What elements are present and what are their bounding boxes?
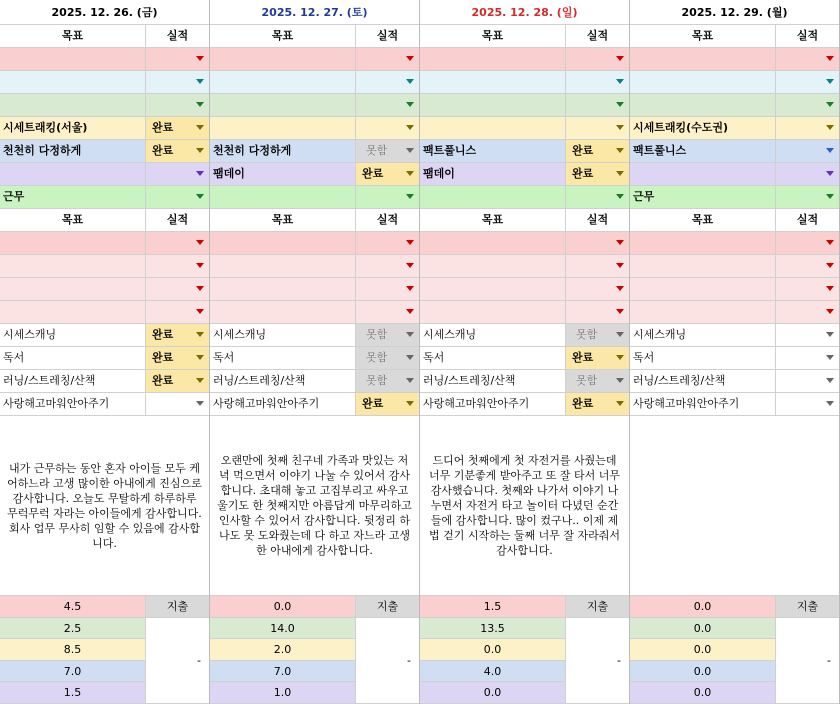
goal-cell[interactable]: 근무 [630, 186, 776, 209]
result-value: 완료 [152, 144, 174, 157]
chevron-down-icon[interactable] [196, 401, 204, 406]
result-dropdown[interactable] [566, 301, 630, 324]
goal-header: 목표 [420, 209, 566, 232]
chevron-down-icon[interactable] [826, 194, 834, 199]
result-dropdown[interactable] [146, 186, 210, 209]
result-header: 실적 [776, 209, 840, 232]
gratitude-note[interactable]: 드디어 첫째에게 첫 자전거를 사줬는데 너무 기분좋게 받아주고 또 잘 타서 너무 감사했습니다. 첫째와 나가서 이야기 나누면서 자전거 타고 놀이터 다녔던 순간들에 감사합니다. 많이 컸구나.. 이제 제법 걷기 시작하는 둘째 너무 잘 자라줘서 감사합니다. [420, 416, 630, 596]
chevron-down-icon[interactable] [616, 263, 624, 268]
chevron-down-icon[interactable] [616, 240, 624, 245]
chevron-down-icon[interactable] [616, 56, 624, 61]
result-dropdown[interactable] [146, 347, 210, 370]
summary-value: 7.0 [210, 661, 356, 683]
chevron-down-icon[interactable] [406, 102, 414, 107]
goal-cell[interactable]: 사랑해고마워안아주기 [420, 393, 566, 416]
goal-cell[interactable] [630, 94, 776, 117]
result-dropdown[interactable] [776, 301, 840, 324]
goal-cell[interactable]: 시세스캐닝 [210, 324, 356, 347]
goal-cell[interactable] [630, 232, 776, 255]
summary-value: 0.0 [630, 596, 776, 618]
result-dropdown[interactable] [356, 186, 420, 209]
result-dropdown[interactable] [776, 94, 840, 117]
summary-value: 0.0 [630, 618, 776, 640]
goal-cell[interactable] [630, 278, 776, 301]
chevron-down-icon[interactable] [826, 171, 834, 176]
result-value: 완료 [152, 121, 174, 134]
result-dropdown[interactable] [146, 163, 210, 186]
goal-cell[interactable] [420, 301, 566, 324]
result-dropdown[interactable] [356, 278, 420, 301]
summary-value: 13.5 [420, 618, 566, 640]
result-header: 실적 [356, 25, 420, 48]
result-value: 완료 [572, 144, 594, 157]
goal-cell[interactable]: 팩트풀니스 [420, 140, 566, 163]
goal-cell[interactable] [630, 301, 776, 324]
gratitude-note[interactable]: 오랜만에 첫째 친구네 가족과 맛있는 저녁 먹으면서 이야기 나눌 수 있어서 감사합니다. 초대해 놓고 고집부리고 싸우고 울기도 한 첫째지만 아름답게 마무리하고 인사할 수 있어서 감사합니다. 뒷정리 하나도 못 도와줬는데 다 하고 자느라 고생한 아내에게 감사합니다. [210, 416, 420, 596]
chevron-down-icon[interactable] [616, 355, 624, 360]
result-dropdown[interactable] [776, 370, 840, 393]
goal-header: 목표 [630, 209, 776, 232]
chevron-down-icon[interactable] [196, 102, 204, 107]
goal-cell[interactable]: 독서 [630, 347, 776, 370]
goal-cell[interactable] [0, 301, 146, 324]
goal-cell[interactable] [630, 48, 776, 71]
goal-cell[interactable] [210, 278, 356, 301]
result-value: 완료 [572, 351, 594, 364]
goal-cell[interactable]: 시세스캐닝 [630, 324, 776, 347]
chevron-down-icon[interactable] [406, 148, 414, 153]
goal-cell[interactable] [210, 255, 356, 278]
chevron-down-icon[interactable] [196, 332, 204, 337]
summary-value: 0.0 [420, 639, 566, 661]
chevron-down-icon[interactable] [406, 194, 414, 199]
chevron-down-icon[interactable] [196, 125, 204, 130]
summary-value: 0.0 [630, 661, 776, 683]
summary-value: 2.0 [210, 639, 356, 661]
goal-cell[interactable] [0, 71, 146, 94]
chevron-down-icon[interactable] [826, 378, 834, 383]
chevron-down-icon[interactable] [406, 401, 414, 406]
chevron-down-icon[interactable] [406, 263, 414, 268]
date-header: 2025. 12. 28. (일) [420, 0, 630, 25]
chevron-down-icon[interactable] [406, 56, 414, 61]
result-dropdown[interactable] [776, 278, 840, 301]
goal-cell[interactable]: 독서 [0, 347, 146, 370]
summary-value: 1.5 [0, 682, 146, 704]
chevron-down-icon[interactable] [826, 286, 834, 291]
gratitude-note[interactable] [630, 416, 840, 596]
result-dropdown[interactable] [566, 117, 630, 140]
result-header: 실적 [356, 209, 420, 232]
column-divider [209, 0, 210, 704]
chevron-down-icon[interactable] [616, 79, 624, 84]
expense-total: - [776, 618, 840, 704]
gratitude-note[interactable]: 내가 근무하는 동안 혼자 아이들 모두 케어하느라 고생 많이한 아내에게 진심으로 감사합니다. 오늘도 무탈하게 하루하루 무럭무럭 자라는 아이들에게 감사합니다. 회사 업무 무사히 임할 수 있음에 감사합니다. [0, 416, 210, 596]
result-dropdown[interactable] [146, 48, 210, 71]
result-dropdown[interactable] [146, 278, 210, 301]
goal-cell[interactable]: 러닝/스트레칭/산책 [0, 370, 146, 393]
goal-cell[interactable]: 사랑해고마워안아주기 [210, 393, 356, 416]
result-dropdown[interactable] [776, 255, 840, 278]
chevron-down-icon[interactable] [616, 102, 624, 107]
result-dropdown[interactable] [566, 94, 630, 117]
result-dropdown[interactable] [566, 324, 630, 347]
chevron-down-icon[interactable] [196, 240, 204, 245]
result-dropdown[interactable] [566, 278, 630, 301]
summary-value: 7.0 [0, 661, 146, 683]
result-dropdown[interactable] [146, 255, 210, 278]
goal-header: 목표 [630, 25, 776, 48]
expense-total: - [146, 618, 210, 704]
goal-cell[interactable] [630, 71, 776, 94]
result-dropdown[interactable] [146, 393, 210, 416]
chevron-down-icon[interactable] [406, 378, 414, 383]
goal-cell[interactable]: 천천히 다정하게 [0, 140, 146, 163]
goal-cell[interactable] [210, 48, 356, 71]
chevron-down-icon[interactable] [616, 286, 624, 291]
result-dropdown[interactable] [356, 94, 420, 117]
result-dropdown[interactable] [776, 232, 840, 255]
result-header: 실적 [146, 25, 210, 48]
result-value: 못함 [576, 328, 598, 341]
expense-label: 지출 [776, 596, 840, 618]
result-dropdown[interactable] [776, 324, 840, 347]
chevron-down-icon[interactable] [196, 56, 204, 61]
goal-cell[interactable] [0, 232, 146, 255]
chevron-down-icon[interactable] [826, 148, 834, 153]
goal-cell[interactable] [0, 94, 146, 117]
result-dropdown[interactable] [146, 94, 210, 117]
result-value: 완료 [152, 328, 174, 341]
result-dropdown[interactable] [776, 48, 840, 71]
chevron-down-icon[interactable] [196, 286, 204, 291]
result-dropdown[interactable] [566, 393, 630, 416]
chevron-down-icon[interactable] [406, 125, 414, 130]
chevron-down-icon[interactable] [196, 263, 204, 268]
goal-cell[interactable]: 천천히 다정하게 [210, 140, 356, 163]
chevron-down-icon[interactable] [826, 401, 834, 406]
chevron-down-icon[interactable] [196, 378, 204, 383]
result-dropdown[interactable] [356, 48, 420, 71]
result-dropdown[interactable] [776, 163, 840, 186]
chevron-down-icon[interactable] [196, 171, 204, 176]
goal-cell[interactable]: 팸데이 [210, 163, 356, 186]
chevron-down-icon[interactable] [406, 79, 414, 84]
chevron-down-icon[interactable] [616, 148, 624, 153]
goal-cell[interactable] [420, 278, 566, 301]
summary-value: 14.0 [210, 618, 356, 640]
goal-cell[interactable]: 러닝/스트레칭/산책 [630, 370, 776, 393]
result-value: 못함 [366, 144, 388, 157]
result-dropdown[interactable] [566, 232, 630, 255]
result-dropdown[interactable] [776, 186, 840, 209]
result-header: 실적 [566, 25, 630, 48]
goal-cell[interactable] [210, 94, 356, 117]
goal-cell[interactable] [420, 186, 566, 209]
result-dropdown[interactable] [356, 255, 420, 278]
goal-cell[interactable]: 팸데이 [420, 163, 566, 186]
goal-cell[interactable] [210, 232, 356, 255]
goal-header: 목표 [210, 25, 356, 48]
result-value: 완료 [362, 167, 384, 180]
result-dropdown[interactable] [356, 393, 420, 416]
result-value: 완료 [152, 374, 174, 387]
goal-cell[interactable] [0, 255, 146, 278]
result-dropdown[interactable] [776, 140, 840, 163]
chevron-down-icon[interactable] [616, 332, 624, 337]
goal-header: 목표 [0, 209, 146, 232]
result-header: 실적 [566, 209, 630, 232]
chevron-down-icon[interactable] [406, 355, 414, 360]
result-value: 완료 [572, 167, 594, 180]
chevron-down-icon[interactable] [196, 194, 204, 199]
goal-cell[interactable] [210, 117, 356, 140]
chevron-down-icon[interactable] [616, 401, 624, 406]
result-dropdown[interactable] [776, 117, 840, 140]
summary-value: 1.5 [420, 596, 566, 618]
goal-cell[interactable] [630, 163, 776, 186]
goal-cell[interactable] [210, 186, 356, 209]
result-dropdown[interactable] [776, 393, 840, 416]
goal-cell[interactable]: 시세트래킹(서울) [0, 117, 146, 140]
chevron-down-icon[interactable] [826, 263, 834, 268]
goal-cell[interactable] [0, 278, 146, 301]
chevron-down-icon[interactable] [616, 378, 624, 383]
result-dropdown[interactable] [776, 347, 840, 370]
goal-cell[interactable] [420, 48, 566, 71]
chevron-down-icon[interactable] [406, 286, 414, 291]
result-dropdown[interactable] [356, 370, 420, 393]
result-dropdown[interactable] [566, 48, 630, 71]
expense-total: - [356, 618, 420, 704]
summary-value: 0.0 [630, 639, 776, 661]
chevron-down-icon[interactable] [616, 125, 624, 130]
result-dropdown[interactable] [356, 163, 420, 186]
result-dropdown[interactable] [356, 347, 420, 370]
goal-cell[interactable]: 사랑해고마워안아주기 [630, 393, 776, 416]
result-dropdown[interactable] [566, 347, 630, 370]
result-dropdown[interactable] [146, 117, 210, 140]
chevron-down-icon[interactable] [616, 171, 624, 176]
summary-value: 4.5 [0, 596, 146, 618]
summary-value: 8.5 [0, 639, 146, 661]
goal-cell[interactable]: 러닝/스트레칭/산책 [420, 370, 566, 393]
expense-label: 지출 [566, 596, 630, 618]
goal-cell[interactable] [420, 94, 566, 117]
summary-value: 4.0 [420, 661, 566, 683]
result-dropdown[interactable] [146, 232, 210, 255]
goal-cell[interactable]: 시세스캐닝 [420, 324, 566, 347]
result-dropdown[interactable] [146, 324, 210, 347]
goal-cell[interactable] [420, 255, 566, 278]
goal-cell[interactable]: 시세트래킹(수도권) [630, 117, 776, 140]
result-dropdown[interactable] [566, 71, 630, 94]
goal-cell[interactable]: 근무 [0, 186, 146, 209]
result-dropdown[interactable] [356, 71, 420, 94]
result-dropdown[interactable] [776, 71, 840, 94]
chevron-down-icon[interactable] [406, 332, 414, 337]
result-dropdown[interactable] [356, 232, 420, 255]
chevron-down-icon[interactable] [826, 102, 834, 107]
goal-cell[interactable] [210, 71, 356, 94]
result-dropdown[interactable] [146, 370, 210, 393]
result-dropdown[interactable] [356, 117, 420, 140]
goal-cell[interactable] [0, 163, 146, 186]
result-header: 실적 [146, 209, 210, 232]
result-dropdown[interactable] [566, 186, 630, 209]
date-header: 2025. 12. 27. (토) [210, 0, 420, 25]
chevron-down-icon[interactable] [826, 309, 834, 314]
result-dropdown[interactable] [566, 140, 630, 163]
summary-value: 2.5 [0, 618, 146, 640]
result-dropdown[interactable] [146, 140, 210, 163]
goal-cell[interactable]: 독서 [210, 347, 356, 370]
goal-cell[interactable]: 사랑해고마워안아주기 [0, 393, 146, 416]
date-header: 2025. 12. 26. (금) [0, 0, 210, 25]
summary-value: 0.0 [210, 596, 356, 618]
result-header: 실적 [776, 25, 840, 48]
result-dropdown[interactable] [356, 301, 420, 324]
goal-cell[interactable] [420, 71, 566, 94]
goal-cell[interactable]: 독서 [420, 347, 566, 370]
result-value: 못함 [576, 374, 598, 387]
date-header: 2025. 12. 29. (월) [630, 0, 840, 25]
chevron-down-icon[interactable] [406, 309, 414, 314]
goal-cell[interactable]: 시세스캐닝 [0, 324, 146, 347]
chevron-down-icon[interactable] [196, 355, 204, 360]
column-divider [629, 0, 630, 704]
result-value: 완료 [572, 397, 594, 410]
chevron-down-icon[interactable] [826, 332, 834, 337]
goal-cell[interactable] [420, 232, 566, 255]
chevron-down-icon[interactable] [826, 125, 834, 130]
result-value: 완료 [152, 351, 174, 364]
chevron-down-icon[interactable] [406, 240, 414, 245]
goal-cell[interactable] [630, 255, 776, 278]
chevron-down-icon[interactable] [196, 79, 204, 84]
result-dropdown[interactable] [356, 324, 420, 347]
result-dropdown[interactable] [146, 71, 210, 94]
result-value: 완료 [362, 397, 384, 410]
summary-value: 0.0 [420, 682, 566, 704]
chevron-down-icon[interactable] [196, 148, 204, 153]
summary-value: 1.0 [210, 682, 356, 704]
result-dropdown[interactable] [566, 163, 630, 186]
summary-value: 0.0 [630, 682, 776, 704]
goal-header: 목표 [210, 209, 356, 232]
result-value: 못함 [366, 351, 388, 364]
chevron-down-icon[interactable] [826, 79, 834, 84]
result-dropdown[interactable] [356, 140, 420, 163]
result-value: 못함 [366, 374, 388, 387]
chevron-down-icon[interactable] [616, 194, 624, 199]
goal-cell[interactable]: 팩트풀니스 [630, 140, 776, 163]
expense-total: - [566, 618, 630, 704]
expense-label: 지출 [356, 596, 420, 618]
goal-header: 목표 [420, 25, 566, 48]
goal-header: 목표 [0, 25, 146, 48]
result-dropdown[interactable] [566, 370, 630, 393]
goal-cell[interactable] [420, 117, 566, 140]
chevron-down-icon[interactable] [406, 171, 414, 176]
result-dropdown[interactable] [566, 255, 630, 278]
chevron-down-icon[interactable] [826, 56, 834, 61]
result-dropdown[interactable] [146, 301, 210, 324]
expense-label: 지출 [146, 596, 210, 618]
goal-cell[interactable] [210, 301, 356, 324]
column-divider [419, 0, 420, 704]
chevron-down-icon[interactable] [826, 355, 834, 360]
chevron-down-icon[interactable] [616, 309, 624, 314]
result-value: 못함 [366, 328, 388, 341]
goal-cell[interactable] [0, 48, 146, 71]
chevron-down-icon[interactable] [196, 309, 204, 314]
chevron-down-icon[interactable] [826, 240, 834, 245]
goal-cell[interactable]: 러닝/스트레칭/산책 [210, 370, 356, 393]
